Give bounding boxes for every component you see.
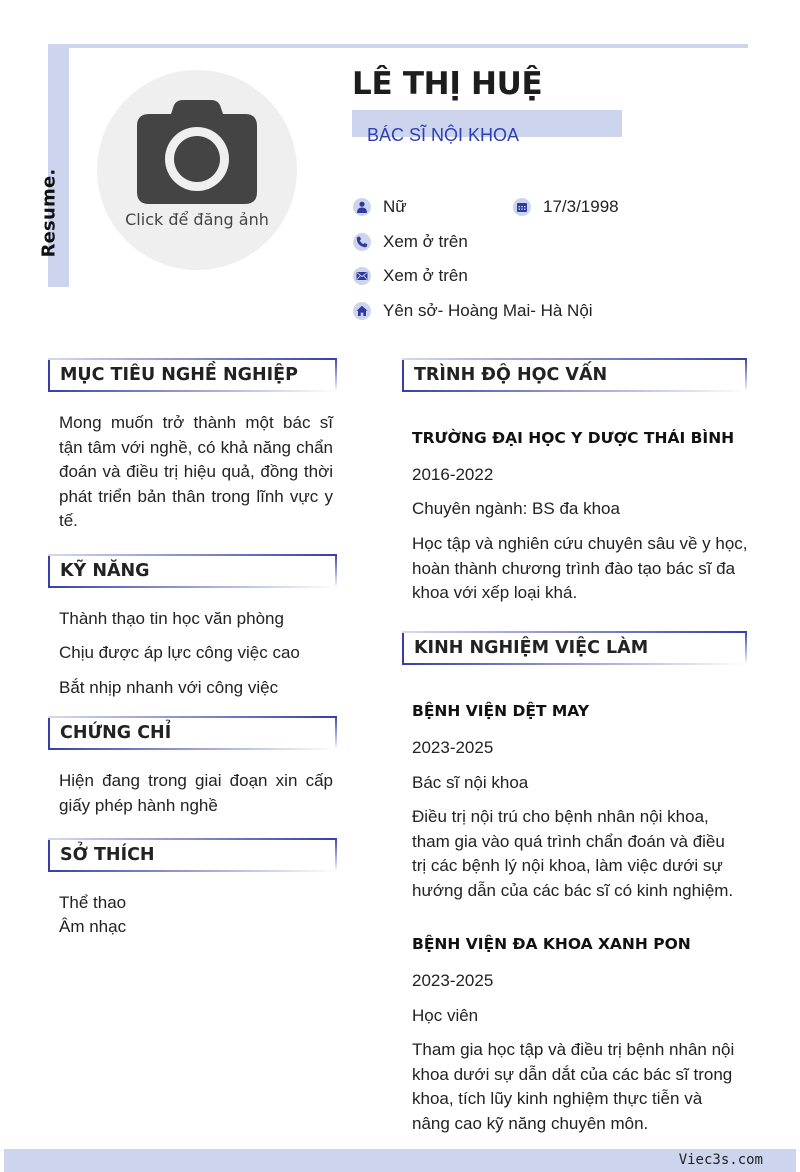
gender-value: Nữ bbox=[383, 197, 407, 216]
certificates-body: Hiện đang trong giai đoạn xin cấp giấy phép hành nghề bbox=[59, 771, 333, 815]
candidate-name: LÊ THỊ HUỆ bbox=[352, 66, 543, 102]
address-value: Yên sở- Hoàng Mai- Hà Nội bbox=[383, 301, 593, 320]
contact-gender bbox=[353, 197, 407, 217]
section-heading-education bbox=[402, 358, 747, 392]
skill-item: Thành thạo tin học văn phòng bbox=[59, 609, 284, 628]
contact-email bbox=[353, 266, 468, 286]
experience-company: BỆNH VIỆN DỆT MAY bbox=[412, 702, 590, 720]
contact-birthday bbox=[513, 197, 619, 217]
home-icon bbox=[353, 302, 371, 320]
photo-upload[interactable] bbox=[97, 70, 297, 270]
experience-heading-text: KINH NGHIỆM VIỆC LÀM bbox=[414, 638, 649, 658]
hobbies-heading-text: SỞ THÍCH bbox=[60, 845, 155, 865]
experience-company: BỆNH VIỆN ĐA KHOA XANH PON bbox=[412, 935, 691, 953]
education-period: 2016-2022 bbox=[412, 465, 494, 484]
contact-phone bbox=[353, 232, 468, 252]
education-school: TRƯỜNG ĐẠI HỌC Y DƯỢC THÁI BÌNH bbox=[412, 429, 735, 447]
experience-description: Điều trị nội trú cho bệnh nhân nội khoa, tham gia vào quá trình chẩn đoán và điều trị các bệnh lý nội khoa, làm việc dưới sự hướng dẫn của các bác sĩ có kinh nghiệm. bbox=[412, 807, 734, 900]
phone-icon bbox=[353, 233, 371, 251]
email-value: Xem ở trên bbox=[383, 266, 468, 285]
top-accent-bar bbox=[48, 44, 748, 48]
mail-icon bbox=[353, 267, 371, 285]
job-title: BÁC SĨ NỘI KHOA bbox=[367, 125, 520, 145]
phone-value: Xem ở trên bbox=[383, 232, 468, 251]
objective-body: Mong muốn trở thành một bác sĩ tận tâm với nghề, có khả năng chẩn đoán và điều trị hiệu quả, đồng thời phát triển bản thân trong lĩnh vực y tế. bbox=[59, 413, 333, 530]
experience-description: Tham gia học tập và điều trị bệnh nhân nội khoa dưới sự dẫn dắt của các bác sĩ trong khoa, tích lũy kinh nghiệm thực tiễn và nâng cao kỹ năng chuyên môn. bbox=[412, 1040, 735, 1133]
resume-side-label: Resume. bbox=[38, 168, 60, 258]
calendar-icon bbox=[513, 198, 531, 216]
section-heading-objective bbox=[48, 358, 337, 392]
education-heading-text: TRÌNH ĐỘ HỌC VẤN bbox=[414, 365, 608, 385]
footer-bar bbox=[4, 1149, 796, 1172]
camera-icon bbox=[137, 100, 257, 204]
hobby-item: Thể thao bbox=[59, 893, 127, 912]
contact-address bbox=[353, 301, 593, 321]
education-major: Chuyên ngành: BS đa khoa bbox=[412, 499, 620, 518]
section-heading-hobbies bbox=[48, 838, 337, 872]
section-heading-certificates bbox=[48, 716, 337, 750]
section-heading-skills bbox=[48, 554, 337, 588]
experience-position: Bác sĩ nội khoa bbox=[412, 773, 529, 792]
skills-heading-text: KỸ NĂNG bbox=[60, 561, 150, 581]
experience-position: Học viên bbox=[412, 1006, 479, 1025]
skill-item: Bắt nhịp nhanh với công việc bbox=[59, 678, 279, 697]
objective-heading-text: MỤC TIÊU NGHỀ NGHIỆP bbox=[60, 365, 298, 385]
education-description: Học tập và nghiên cứu chuyên sâu về y học, hoàn thành chương trình đào tạo bác sĩ đa khoa với xếp loại khá. bbox=[412, 534, 748, 602]
person-icon bbox=[353, 198, 371, 216]
experience-period: 2023-2025 bbox=[412, 738, 494, 757]
photo-caption: Click để đăng ảnh bbox=[125, 210, 269, 229]
experience-period: 2023-2025 bbox=[412, 971, 494, 990]
hobby-item: Âm nhạc bbox=[59, 917, 127, 936]
certificates-heading-text: CHỨNG CHỈ bbox=[60, 723, 172, 743]
birthday-value: 17/3/1998 bbox=[543, 197, 619, 216]
skill-item: Chịu được áp lực công việc cao bbox=[59, 643, 300, 662]
footer-brand: Viec3s.com bbox=[678, 1152, 763, 1168]
section-heading-experience bbox=[402, 631, 747, 665]
